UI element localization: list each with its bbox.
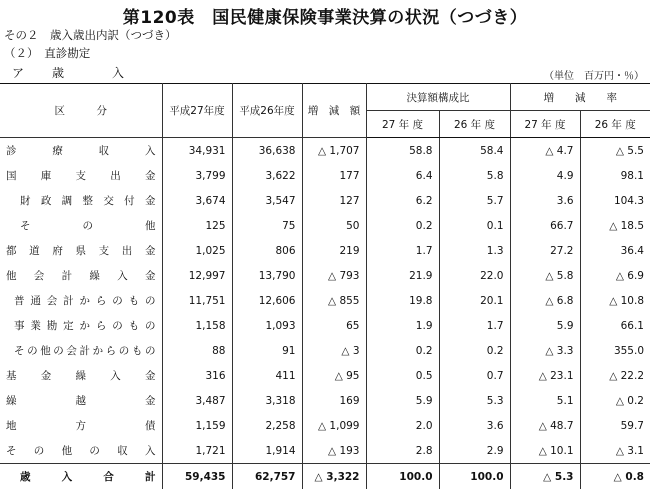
rate-26: △ 18.5 — [580, 213, 650, 238]
total-row — [0, 464, 650, 489]
row-label: 国 庫 支 出 金 — [6, 168, 156, 183]
value-h27: 34,931 — [162, 138, 232, 164]
rate-27: △ 5.3 — [510, 464, 580, 489]
subsection-heading: ア 歳 入 — [12, 64, 132, 81]
value-h27: 1,025 — [162, 238, 232, 263]
value-h27: 3,487 — [162, 388, 232, 413]
value-change: △ 855 — [302, 288, 366, 313]
table-row — [0, 338, 650, 363]
ratio-26: 0.1 — [439, 213, 510, 238]
header-ratio-27: 27 年 度 — [366, 111, 439, 138]
value-h27: 11,751 — [162, 288, 232, 313]
ratio-26: 5.7 — [439, 188, 510, 213]
rate-27: △ 4.7 — [510, 138, 580, 164]
ratio-27: 58.8 — [366, 138, 439, 164]
ratio-27: 6.4 — [366, 163, 439, 188]
value-h26: 1,914 — [232, 438, 302, 464]
rate-27: 5.9 — [510, 313, 580, 338]
value-h26: 62,757 — [232, 464, 302, 489]
ratio-26: 1.7 — [439, 313, 510, 338]
ratio-26: 0.7 — [439, 363, 510, 388]
rate-27: 27.2 — [510, 238, 580, 263]
ratio-26: 3.6 — [439, 413, 510, 438]
ratio-27: 2.8 — [366, 438, 439, 464]
value-h26: 1,093 — [232, 313, 302, 338]
value-change: △ 1,707 — [302, 138, 366, 164]
ratio-26: 58.4 — [439, 138, 510, 164]
value-change: 127 — [302, 188, 366, 213]
subtitle: その２ 歳入歳出内訳（つづき） — [4, 27, 177, 43]
value-h26: 36,638 — [232, 138, 302, 164]
ratio-27: 2.0 — [366, 413, 439, 438]
value-h27: 1,159 — [162, 413, 232, 438]
rate-27: △ 5.8 — [510, 263, 580, 288]
section-heading: （２） 直診勘定 — [4, 45, 90, 61]
rate-27: △ 3.3 — [510, 338, 580, 363]
table-row — [0, 313, 650, 338]
ratio-27: 1.9 — [366, 313, 439, 338]
unit-note: （単位 百万円・％） — [544, 67, 644, 82]
table-row — [0, 388, 650, 413]
rate-27: 4.9 — [510, 163, 580, 188]
rate-26: 98.1 — [580, 163, 650, 188]
value-h26: 3,547 — [232, 188, 302, 213]
rate-27: 5.1 — [510, 388, 580, 413]
header-change: 増 減 額 — [302, 84, 366, 138]
value-h27: 3,799 — [162, 163, 232, 188]
value-h26: 3,622 — [232, 163, 302, 188]
value-change: △ 95 — [302, 363, 366, 388]
ratio-26: 100.0 — [439, 464, 510, 489]
value-h27: 12,997 — [162, 263, 232, 288]
value-change: △ 793 — [302, 263, 366, 288]
header-h26: 平成26年度 — [232, 84, 302, 138]
value-change: 177 — [302, 163, 366, 188]
ratio-27: 21.9 — [366, 263, 439, 288]
rate-27: 66.7 — [510, 213, 580, 238]
value-h27: 316 — [162, 363, 232, 388]
value-h27: 3,674 — [162, 188, 232, 213]
header-rate-26: 26 年 度 — [580, 111, 650, 138]
ratio-27: 1.7 — [366, 238, 439, 263]
rate-26: △ 3.1 — [580, 438, 650, 464]
rate-26: 36.4 — [580, 238, 650, 263]
row-label: 他 会 計 繰 入 金 — [6, 268, 156, 283]
row-label: 事 業 勘 定 か ら の も の — [14, 318, 156, 333]
ratio-27: 19.8 — [366, 288, 439, 313]
rate-26: △ 5.5 — [580, 138, 650, 164]
row-label: 歳 入 合 計 — [20, 469, 156, 484]
ratio-27: 0.2 — [366, 338, 439, 363]
ratio-26: 5.3 — [439, 388, 510, 413]
table-row — [0, 263, 650, 288]
value-h27: 1,158 — [162, 313, 232, 338]
rate-26: △ 0.2 — [580, 388, 650, 413]
value-h26: 91 — [232, 338, 302, 363]
value-change: 50 — [302, 213, 366, 238]
header-ratio: 決算額構成比 — [366, 84, 510, 111]
value-h26: 13,790 — [232, 263, 302, 288]
rate-27: 3.6 — [510, 188, 580, 213]
table-row — [0, 213, 650, 238]
header-category: 区 分 — [0, 84, 162, 138]
rate-27: △ 10.1 — [510, 438, 580, 464]
table-row — [0, 138, 650, 164]
rate-27: △ 48.7 — [510, 413, 580, 438]
table-row — [0, 413, 650, 438]
value-change: △ 193 — [302, 438, 366, 464]
ratio-27: 0.5 — [366, 363, 439, 388]
rate-26: △ 6.9 — [580, 263, 650, 288]
table-row — [0, 363, 650, 388]
value-h27: 125 — [162, 213, 232, 238]
value-h26: 75 — [232, 213, 302, 238]
row-label: 財 政 調 整 交 付 金 — [20, 193, 156, 208]
ratio-27: 0.2 — [366, 213, 439, 238]
ratio-26: 0.2 — [439, 338, 510, 363]
ratio-26: 20.1 — [439, 288, 510, 313]
row-label: そ の 他 の 会 計 か ら の も の — [14, 343, 156, 358]
row-label: 繰 越 金 — [6, 393, 156, 408]
table-row — [0, 163, 650, 188]
revenue-table — [0, 83, 650, 489]
header-rate: 増 減 率 — [510, 84, 650, 111]
header-ratio-26: 26 年 度 — [439, 111, 510, 138]
header-rate-27: 27 年 度 — [510, 111, 580, 138]
ratio-27: 5.9 — [366, 388, 439, 413]
table-row — [0, 188, 650, 213]
value-h26: 411 — [232, 363, 302, 388]
row-label: そ の 他 の 収 入 — [6, 443, 156, 458]
value-change: △ 3 — [302, 338, 366, 363]
rate-26: 66.1 — [580, 313, 650, 338]
ratio-27: 6.2 — [366, 188, 439, 213]
rate-26: 104.3 — [580, 188, 650, 213]
ratio-27: 100.0 — [366, 464, 439, 489]
value-h26: 12,606 — [232, 288, 302, 313]
header-h27: 平成27年度 — [162, 84, 232, 138]
rate-26: △ 22.2 — [580, 363, 650, 388]
value-h26: 3,318 — [232, 388, 302, 413]
table-row — [0, 288, 650, 313]
page-title: 第120表 国民健康保険事業決算の状況（つづき） — [0, 3, 650, 28]
ratio-26: 2.9 — [439, 438, 510, 464]
rate-26: △ 0.8 — [580, 464, 650, 489]
ratio-26: 1.3 — [439, 238, 510, 263]
row-label: そ の 他 — [20, 218, 156, 233]
value-h26: 2,258 — [232, 413, 302, 438]
table-row — [0, 238, 650, 263]
rate-27: △ 6.8 — [510, 288, 580, 313]
row-label: 地 方 債 — [6, 418, 156, 433]
value-change: △ 3,322 — [302, 464, 366, 489]
row-label: 都 道 府 県 支 出 金 — [6, 243, 156, 258]
rate-26: 355.0 — [580, 338, 650, 363]
value-h27: 1,721 — [162, 438, 232, 464]
value-change: 219 — [302, 238, 366, 263]
value-h26: 806 — [232, 238, 302, 263]
table-row — [0, 438, 650, 464]
rate-26: △ 10.8 — [580, 288, 650, 313]
ratio-26: 5.8 — [439, 163, 510, 188]
ratio-26: 22.0 — [439, 263, 510, 288]
rate-26: 59.7 — [580, 413, 650, 438]
row-label: 普 通 会 計 か ら の も の — [14, 293, 156, 308]
value-change: △ 1,099 — [302, 413, 366, 438]
value-change: 169 — [302, 388, 366, 413]
row-label: 基 金 繰 入 金 — [6, 368, 156, 383]
value-h27: 88 — [162, 338, 232, 363]
value-h27: 59,435 — [162, 464, 232, 489]
value-change: 65 — [302, 313, 366, 338]
rate-27: △ 23.1 — [510, 363, 580, 388]
row-label: 診 療 収 入 — [6, 143, 156, 158]
